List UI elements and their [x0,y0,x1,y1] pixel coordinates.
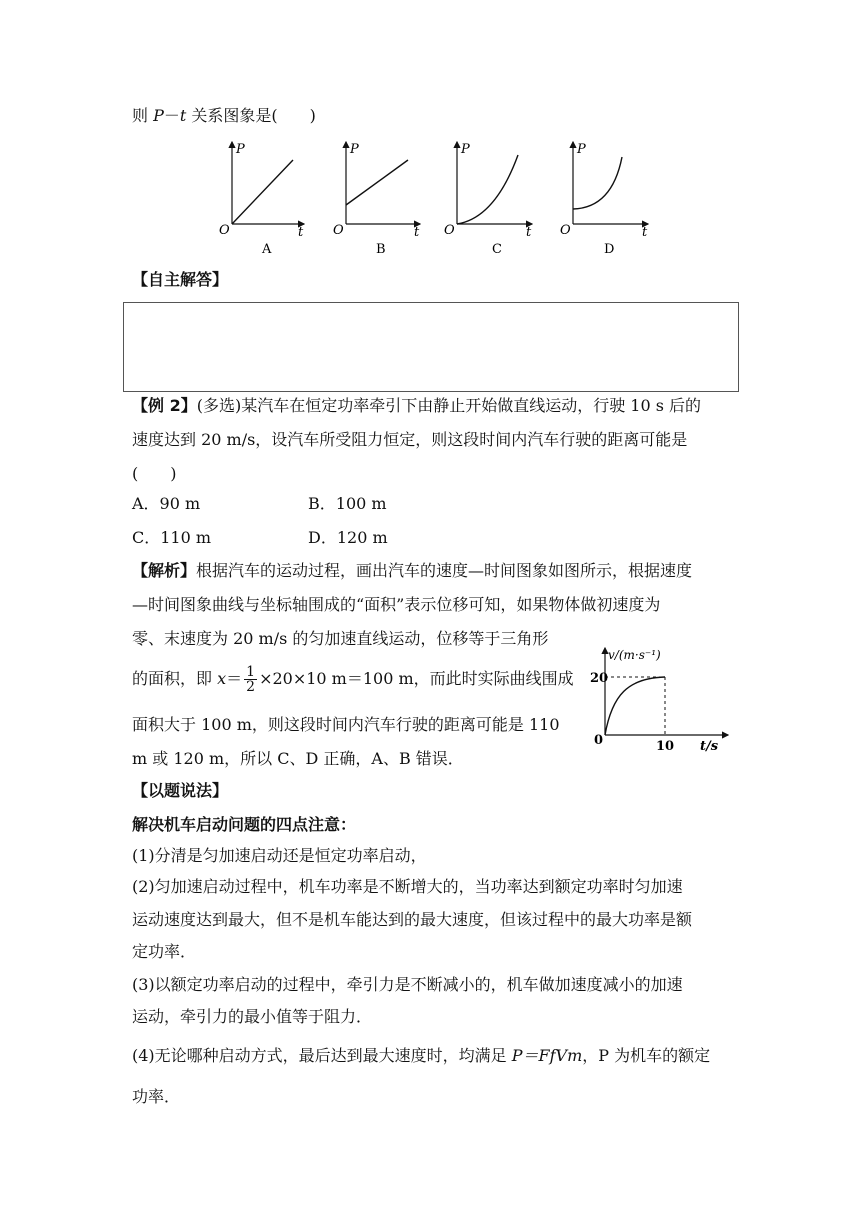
method-p1: (1)分清是匀加速启动还是恒定功率启动， [132,846,427,865]
example2-line3: ( ) [132,464,177,483]
vt-curve [605,677,665,735]
option-a: A．90 m [132,494,201,513]
equals: ＝ [226,669,243,688]
example2-line1 [132,396,701,416]
graph-b-origin: O [333,223,344,238]
graph-d-ylabel: P [577,142,586,157]
method-p2-l3: 定功率． [132,942,197,961]
graph-a-label: A [262,242,272,257]
vt-ylabel: v/(m·s⁻¹) [608,648,661,662]
question-suffix: 关系图象是( ) [191,106,316,125]
method-p4-post: ，P 为机车的额定 [582,1046,711,1065]
frac-denominator: 2 [246,679,256,695]
method-p4-pre: (4)无论哪种启动方式，最后达到最大速度时，均满足 [132,1046,512,1065]
graph-c-xlabel: t [526,225,532,240]
formula-pfv: P＝FfVm [511,1046,583,1065]
analysis-line4-pre: 的面积，即 [132,669,218,688]
analysis-line6: m 或 120 m，所以 C、D 正确，A、B 错误． [132,749,464,768]
analysis-line4 [132,665,574,694]
method-p4-l1 [132,1046,710,1066]
graph-d [560,142,648,257]
graph-c [444,142,532,257]
graph-a [219,142,304,257]
fraction-half [244,665,257,694]
analysis-line1 [132,561,692,581]
vt-xlabel: t/s [700,739,719,754]
analysis-line5: 面积大于 100 m，则这段时间内汽车行驶的距离可能是 110 [132,715,560,734]
vt-ytick: 20 [590,671,609,686]
graph-c-ylabel: P [461,142,470,157]
analysis-line2: —时间图象曲线与坐标轴围成的“面积”表示位移可知，如果物体做初速度为 [132,595,661,614]
method-subheading: 解决机车启动问题的四点注意： [132,815,357,834]
analysis-tag: 【解析】 [132,561,197,580]
var-p: P [153,106,164,125]
graph-a-ylabel: P [236,142,245,157]
graph-a-origin: O [219,223,230,238]
self-answer-heading: 【自主解答】 [132,270,229,289]
graph-b [333,142,420,257]
vt-graph [590,640,740,760]
method-p2-l2: 运动速度达到最大，但不是机车能达到的最大速度，但该过程中的最大功率是额 [132,910,693,929]
method-p2-l1: (2)匀加速启动过程中，机车功率是不断增大的，当功率达到额定功率时匀加速 [132,877,683,896]
option-b: B．100 m [308,494,387,513]
example2-text1: (多选)某汽车在恒定功率牵引下由静止开始做直线运动，行驶 10 s 后的 [196,396,702,415]
example2-line2: 速度达到 20 m/s，设汽车所受阻力恒定，则这段时间内汽车行驶的距离可能是 [132,430,688,449]
graph-b-ylabel: P [350,142,359,157]
graph-d-origin: O [560,223,571,238]
graph-d-label: D [604,242,615,257]
vt-xtick: 10 [656,739,675,754]
graph-a-xlabel: t [298,225,304,240]
answer-box[interactable] [123,302,739,392]
graph-c-label: C [492,242,502,257]
method-heading: 【以题说法】 [132,781,229,800]
analysis-line4-post: ×20×10 m＝100 m，而此时实际曲线围成 [259,669,574,688]
graph-b-label: B [376,242,386,257]
option-graphs [0,0,860,270]
dash: － [163,106,180,125]
vt-origin: 0 [594,733,604,748]
method-p3-l2: 运动，牵引力的最小值等于阻力． [132,1007,373,1026]
graph-c-origin: O [444,223,455,238]
graph-d-xlabel: t [642,225,648,240]
method-p4-l2: 功率． [132,1087,181,1106]
analysis-text1: 根据汽车的运动过程，画出汽车的速度—时间图象如图所示，根据速度 [196,561,693,580]
graph-b-xlabel: t [414,225,420,240]
question-prefix: 则 [132,106,149,125]
var-x: x [217,669,227,688]
method-p3-l1: (3)以额定功率启动的过程中，牵引力是不断减小的，机车做加速度减小的加速 [132,975,683,994]
example2-tag: 【例 2】 [132,396,197,415]
analysis-line3: 零、末速度为 20 m/s 的匀加速直线运动，位移等于三角形 [132,629,549,648]
var-t: t [179,106,187,125]
option-c: C．110 m [132,528,212,547]
option-d: D．120 m [308,528,388,547]
frac-numerator: 1 [246,664,256,680]
